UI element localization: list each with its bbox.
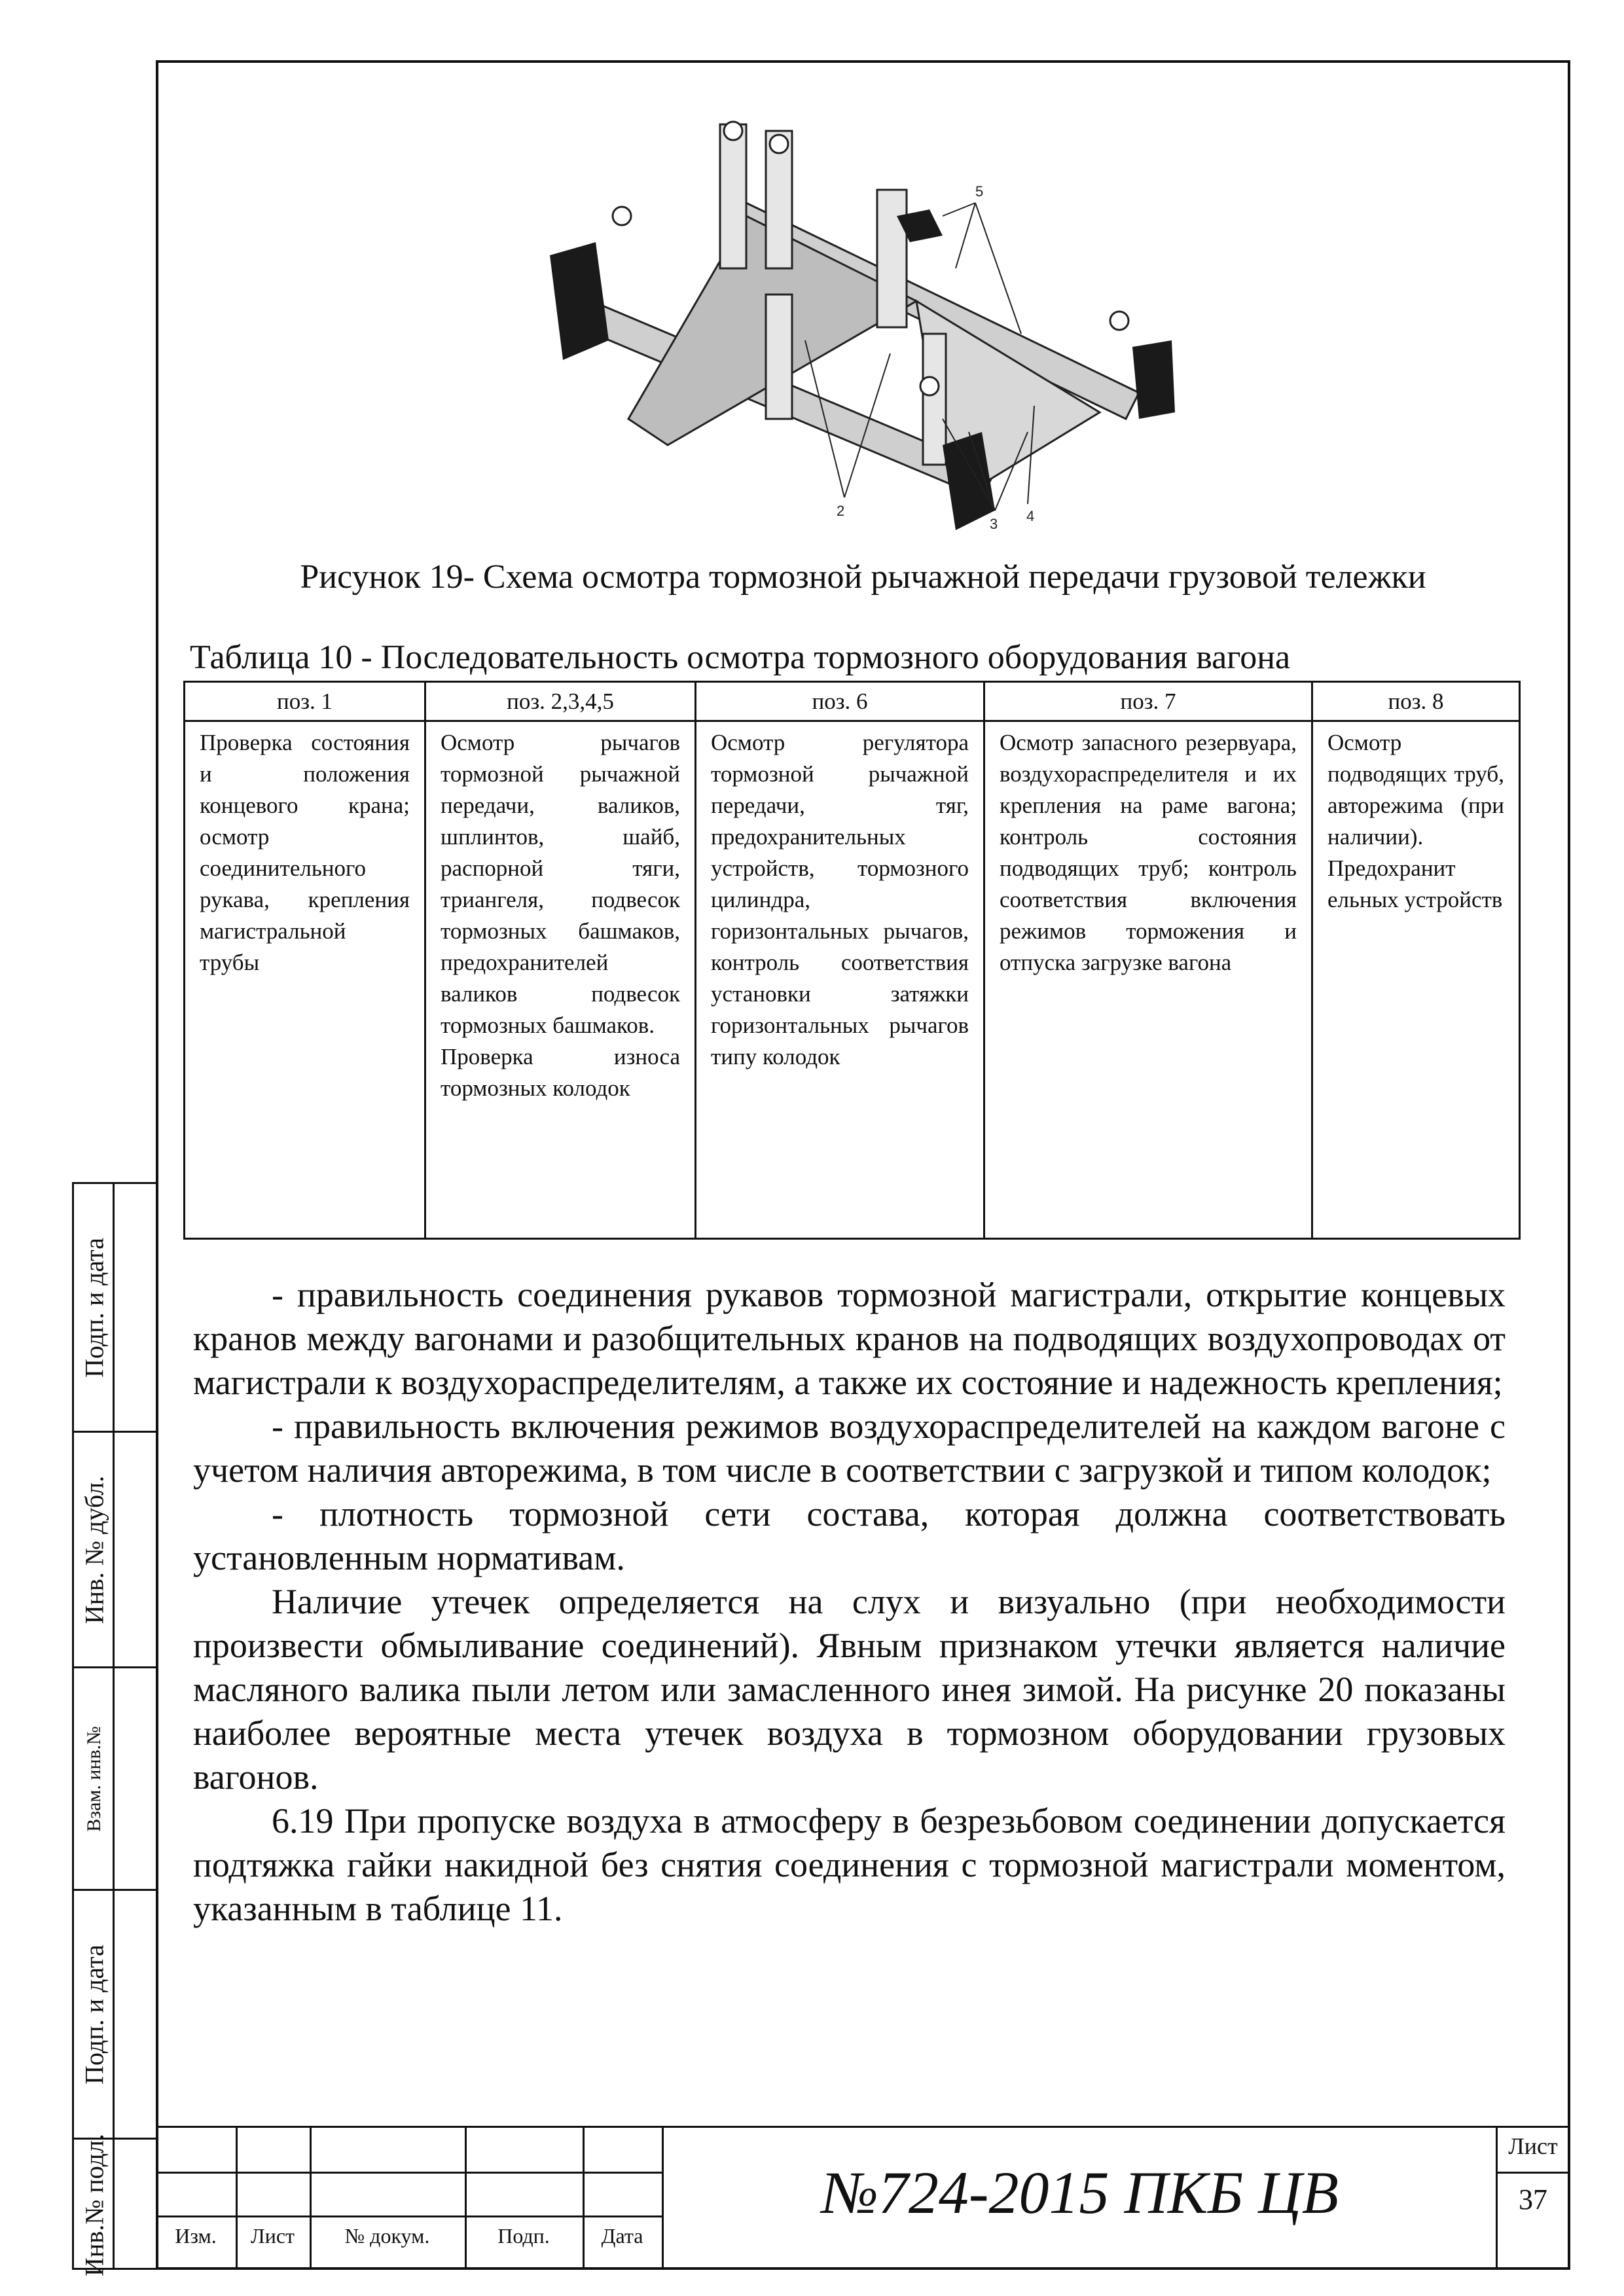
side-row-sign-date-2 xyxy=(74,1891,156,2140)
table-cell: Осмотр регулятора тормозной рычажной передачи, тяг, предохранительных устройств, тормозного цилиндра, горизонтальных рычагов, контроль соответствия установки затяжки горизонтальных рычагов типу колодок xyxy=(696,721,984,1239)
paragraph: - правильность соединения рукавов тормозной магистрали, открытие концевых кранов между вагонами и разобщительных кранов на подводящих воздухопроводах от магистрали к воздухораспределителям, а также их состояние и надежность крепления; xyxy=(193,1275,1506,1402)
side-row-orig-inv xyxy=(74,2133,156,2276)
callout-3: 3 xyxy=(990,516,998,532)
table-row xyxy=(185,721,1520,1239)
side-row-dup-inv xyxy=(74,1433,156,1668)
callout-2: 2 xyxy=(837,503,845,519)
side-row-sign-date-1 xyxy=(74,1184,156,1433)
col-change: Изм. xyxy=(175,2224,217,2248)
callout-5: 5 xyxy=(975,183,984,200)
col-sheet: Лист xyxy=(250,2224,295,2248)
body-text xyxy=(193,1273,1506,1931)
side-label: Подп. и дата xyxy=(79,1944,109,2085)
col-sign: Подп. xyxy=(497,2224,550,2248)
table-header-cell: поз. 1 xyxy=(185,682,425,721)
paragraph: Наличие утечек определяется на слух и визуально (при необходимости произвести обмыливание соединений). Явным признаком утечки является наличие масляного валика пыли летом или замасленного инея зимой. На рисунке 20 показаны наиболее вероятные места утечек воздуха в тормозном оборудовании грузовых вагонов. xyxy=(193,1582,1506,1797)
side-label: Инв. № дубл. xyxy=(79,1475,109,1624)
table-title: Таблица 10 - Последовательность осмотра тормозного оборудования вагона xyxy=(190,639,1291,676)
col-doc: № докум. xyxy=(344,2224,430,2248)
table-header-cell: поз. 8 xyxy=(1312,682,1520,721)
col-date: Дата xyxy=(601,2224,643,2248)
table-cell: Осмотр подводящих труб, авторежима (при наличии). Предохранит ельных устройств xyxy=(1312,721,1520,1239)
side-label: Инв.№ подл. xyxy=(79,2133,109,2276)
callout-4: 4 xyxy=(1026,508,1035,524)
table-cell: Осмотр запасного резервуара, воздухораспределителя и их крепления на раме вагона; контроль состояния подводящих труб; контроль соответствия включения режимов торможения и отпуска загрузке вагона xyxy=(984,721,1312,1239)
paragraph: - правильность включения режимов воздухораспределителей на каждом вагоне с учетом наличия авторежима, в том числе в соответствии с загрузкой и типом колодок; xyxy=(193,1407,1506,1490)
table-header-row xyxy=(185,682,1520,721)
sheet-number: 37 xyxy=(1519,2183,1547,2215)
document-number: №724-2015 ПКБ ЦВ xyxy=(821,2159,1339,2226)
table-cell: Проверка состояния и положения концевого крана; осмотр соединительного рукава, крепления магистральной трубы xyxy=(185,721,425,1239)
table-cell: Осмотр рычагов тормозной рычажной передачи, валиков, шплинтов, шайб, распорной тяги, триангеля, подвесок тормозных башмаков, предохранителей валиков подвесок тормозных башмаков. Проверка износа тормозных колодок xyxy=(425,721,696,1239)
table-header-cell: поз. 7 xyxy=(984,682,1312,721)
side-label: Подп. и дата xyxy=(79,1237,109,1378)
table-header-cell: поз. 6 xyxy=(696,682,984,721)
sheet-label: Лист xyxy=(1508,2133,1558,2159)
paragraph: - плотность тормозной сети состава, которая должна соответствовать установленным нормативам. xyxy=(193,1494,1506,1577)
side-label: Взам. инв.№ xyxy=(82,1725,105,1832)
brake-rigging-figure xyxy=(524,105,1191,563)
paragraph: 6.19 При пропуске воздуха в атмосферу в безрезьбовом соединении допускается подтяжка гайки накидной без снятия соединения с тормозной магистрали моментом, указанным в таблице 11. xyxy=(193,1801,1506,1928)
side-stamp xyxy=(72,1182,156,2276)
inspection-table xyxy=(183,681,1521,1240)
table-header-cell: поз. 2,3,4,5 xyxy=(425,682,696,721)
side-row-replace-inv xyxy=(74,1668,156,1891)
figure-caption: Рисунок 19- Схема осмотра тормозной рычажной передачи грузовой тележки xyxy=(300,558,1426,596)
